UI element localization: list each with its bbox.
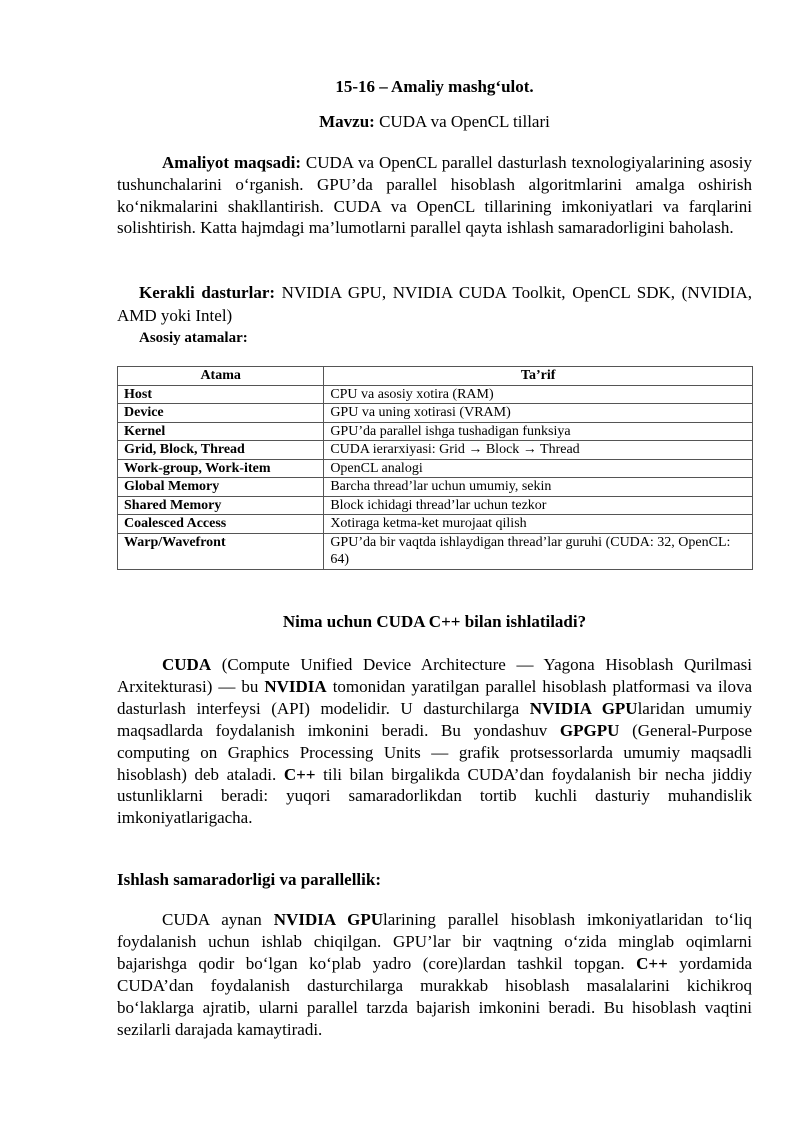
table-header-row [118, 367, 753, 386]
software-label: Kerakli dasturlar: [139, 283, 276, 302]
term-cell: Device [118, 404, 324, 423]
term-cell: Grid, Block, Thread [118, 441, 324, 460]
term-nvidia-gpu: NVIDIA GPU [529, 698, 638, 718]
topic-label: Mavzu: [319, 112, 375, 131]
table-row [118, 533, 753, 569]
performance-paragraph [117, 909, 752, 1040]
aim-label: Amaliyot maqsadi: [162, 153, 302, 172]
table-row [118, 515, 753, 534]
text-span: larining parallel hisoblash imkoniyatlaridan to‘liq foydalanish uchun ishlab chiqilgan. GPU’lar bir vaqtning o‘zida minglab oqimlarni bajarishga qodir bo‘lgan ko‘plab yadro (core)lardan tashkil topgan. [117, 910, 752, 973]
term-nvidia: NVIDIA [264, 676, 327, 696]
definition-cell: GPU’da bir vaqtda ishlaydigan thread’lar guruhi (CUDA: 32, OpenCL: 64) [324, 533, 753, 569]
term-gpgpu: GPGPU [559, 720, 620, 740]
section-heading-why: Nima uchun CUDA C++ bilan ishlatiladi? [282, 612, 587, 631]
text-span: (Compute Unified Device Architecture — Yagona Hisoblash Qurilmasi Arxitekturasi) — bu [117, 655, 752, 696]
definition-cell: OpenCL analogi [324, 459, 753, 478]
text-span: tomonidan yaratilgan parallel hisoblash platformasi va ilova dasturlash interfeysi (API) modelidir. U dasturchilarga [117, 676, 753, 718]
definition-cell: Barcha thread’lar uchun umumiy, sekin [324, 478, 753, 497]
definition-cell: CPU va asosiy xotira (RAM) [324, 385, 753, 404]
text-span: (General-Purpose computing on Graphics Processing Units — grafik protsessorlarda umumiy maqsadli hisoblash) deb ataladi. [117, 720, 752, 784]
term-cell: Work-group, Work-item [118, 459, 324, 478]
term-cell: Shared Memory [118, 496, 324, 515]
definition-cell: CUDA ierarxiyasi: Grid → Block → Thread [324, 441, 753, 460]
term-cell: Host [118, 385, 324, 404]
software-paragraph [117, 281, 752, 327]
definition-cell: GPU va uning xotirasi (VRAM) [324, 404, 753, 423]
page-title: 15-16 – Amaliy mashg‘ulot. [335, 77, 534, 96]
section-heading-performance: Ishlash samaradorligi va parallellik: [117, 870, 381, 889]
definition-cell: GPU’da parallel ishga tushadigan funksiya [324, 422, 753, 441]
column-header-definition: Ta’rif [324, 367, 753, 386]
term-cell: Global Memory [118, 478, 324, 497]
software-text: NVIDIA GPU, NVIDIA CUDA Toolkit, OpenCL SDK, (NVIDIA, AMD yoki Intel) [117, 283, 752, 325]
term-cell: Coalesced Access [118, 515, 324, 534]
term-cell: Warp/Wavefront [118, 533, 324, 569]
topic-text: CUDA va OpenCL tillari [374, 112, 550, 131]
table-row [118, 404, 753, 423]
text-span: tili bilan birgalikda CUDA’dan foydalanish bir necha jiddiy ustunliklarni beradi: yuqori samaradorlikdan tortib kuchli dasturiy muhandislik imkoniyatlarigacha. [117, 764, 752, 828]
text-span: laridan umumiy maqsadlarda foydalanish imkonini beradi. Bu yondashuv [117, 698, 752, 740]
term-cuda: CUDA [162, 655, 212, 674]
table-row [118, 422, 753, 441]
why-paragraph [117, 654, 752, 829]
definition-cell: Block ichidagi thread’lar uchun tezkor [324, 496, 753, 515]
term-nvidia-gpu: NVIDIA GPU [273, 910, 384, 929]
definition-cell: Xotiraga ketma-ket murojaat qilish [324, 515, 753, 534]
text-span: CUDA aynan [162, 910, 274, 929]
aim-text: CUDA va OpenCL parallel dasturlash texnologiyalarining asosiy tushunchalarini o‘rganish. GPU’da parallel hisoblash algoritmlarini amalga oshirish ko‘nikmalarini shakllantirish. CUDA va OpenCL tillarining imkoniyatlari va farqlarini solishtirish. Katta hajmdagi ma’lumotlarni parallel qayta ishlash samaradorligini baholash. [117, 153, 752, 238]
table-row [118, 496, 753, 515]
table-row [118, 385, 753, 404]
term-cpp: C++ [283, 764, 316, 784]
aim-paragraph [117, 152, 752, 239]
text-span: yordamida CUDA’dan foydalanish dasturchilarga murakkab hisoblash masalalarini kichikroq bo‘laklarga ajratib, ularni parallel tarzda bajarish imkonini beradi. Bu hisoblash vaqtini sezilarli darajada kamaytiradi. [117, 953, 752, 1039]
terms-table [117, 366, 753, 570]
table-row [118, 478, 753, 497]
column-header-term: Atama [118, 367, 324, 386]
table-row [118, 459, 753, 478]
term-cell: Kernel [118, 422, 324, 441]
term-cpp: C++ [636, 953, 668, 973]
terms-heading: Asosiy atamalar: [139, 330, 248, 346]
table-row [118, 441, 753, 460]
topic-line [117, 112, 752, 132]
